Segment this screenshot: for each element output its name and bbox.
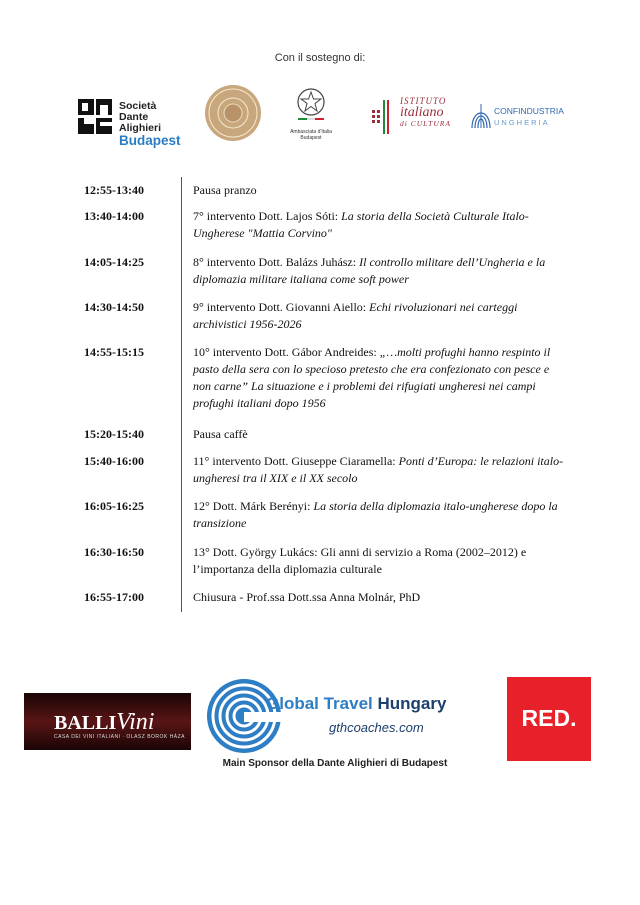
session-description: 7° intervento Dott. Lajos Sóti: La storia della Società Culturale Italo-Ungherese "Mattia Corvino": [181, 203, 564, 249]
gth-name-blue: Global Travel: [266, 694, 378, 713]
support-title: Con il sostegno di:: [274, 52, 366, 64]
istituto-mark-icon: [370, 96, 398, 136]
session-time: 16:05-16:25: [84, 499, 144, 513]
seal-icon: [204, 84, 262, 142]
schedule-row: [84, 421, 564, 448]
schedule-row: [84, 203, 564, 249]
red-logo: [507, 677, 591, 761]
dante-city: Budapest: [119, 133, 181, 148]
schedule-row: [84, 584, 564, 610]
schedule-row: [84, 249, 564, 294]
emblem-icon: [294, 86, 328, 124]
gth-name-dark: Hungary: [377, 694, 447, 713]
dante-alighieri-logo: [78, 99, 190, 148]
embassy-logo: [280, 86, 342, 152]
session-description: Pausa caffè: [181, 421, 564, 449]
session-description: 9° intervento Dott. Giovanni Aiello: Echi rivoluzionari nei carteggi archivistici 1956-2026: [181, 294, 564, 339]
red-label: RED.: [521, 705, 577, 731]
gth-website: gthcoaches.com: [329, 720, 424, 735]
session-time: 16:55-17:00: [84, 590, 144, 604]
session-description: 11° intervento Dott. Giuseppe Ciaramella: Ponti d’Europa: le relazioni italo-ungheresi tra il XIX e il XX secolo: [181, 448, 564, 493]
dante-line2: Dante Alighieri: [119, 111, 162, 134]
schedule-table: [84, 177, 564, 610]
session-description: 13° Dott. György Lukács: Gli anni di servizio a Roma (2002–2012) e l’importanza della diplomazia culturale: [181, 539, 564, 584]
confindustria-line2: UNGHERIA: [494, 118, 550, 127]
balli-vini-logo: [24, 693, 191, 750]
balli-tagline: CASA DEI VINI ITALIANI · OLASZ BOROK HÁZA: [54, 734, 185, 740]
session-time: 14:30-14:50: [84, 300, 144, 314]
istituto-logo: [370, 94, 466, 140]
global-travel-hungary-logo: [204, 676, 466, 756]
session-description: Pausa pranzo: [181, 177, 564, 205]
confindustria-mark-icon: [470, 100, 492, 130]
balli-brand: BALLI: [54, 712, 117, 734]
session-time: 15:40-16:00: [84, 454, 144, 468]
schedule-row: [84, 539, 564, 584]
gth-globe-icon: [204, 676, 284, 756]
dante-mark-icon: [78, 99, 114, 135]
embassy-line1: Ambasciata d'Italia: [290, 129, 332, 135]
istituto-line3: di CULTURA: [400, 119, 451, 128]
dante-line1: Società: [119, 100, 157, 112]
partner-logos: [0, 82, 640, 152]
session-time: 14:05-14:25: [84, 255, 144, 269]
seal-logo: [204, 84, 262, 142]
balli-script: Vini: [116, 709, 155, 735]
session-time: 12:55-13:40: [84, 183, 144, 197]
embassy-line2: Budapest: [300, 135, 322, 141]
confindustria-logo: [470, 100, 566, 140]
session-time: 14:55-15:15: [84, 345, 144, 359]
session-description: 12° Dott. Márk Berényi: La storia della diplomazia italo-ungherese dopo la transizione: [181, 493, 564, 539]
schedule-row: [84, 294, 564, 339]
main-sponsor-caption: Main Sponsor della Dante Alighieri di Budapest: [222, 758, 448, 769]
confindustria-line1: CONFINDUSTRIA: [494, 106, 564, 116]
session-time: 15:20-15:40: [84, 427, 144, 441]
schedule-row: [84, 177, 564, 203]
session-description: 10° intervento Dott. Gábor Andreides: „…molti profughi hanno respinto il pasto della sera con lo specioso pretesto che era confezionato con pesce e non carne” La situazione e i problemi dei rifugiati ungheresi nei campi profughi italiani dopo 1956: [181, 339, 564, 421]
session-time: 16:30-16:50: [84, 545, 144, 559]
schedule-row: [84, 493, 564, 539]
session-description: 8° intervento Dott. Balázs Juhász: Il controllo militare dell’Ungheria e la diplomazia militare italiana come soft power: [181, 249, 564, 294]
istituto-line2: italiano: [400, 105, 444, 120]
istituto-line1: ISTITUTO: [400, 96, 447, 106]
schedule-row: [84, 448, 564, 493]
schedule-row: [84, 339, 564, 421]
session-time: 13:40-14:00: [84, 209, 144, 223]
session-description: Chiusura - Prof.ssa Dott.ssa Anna Molnár, PhD: [181, 584, 564, 612]
